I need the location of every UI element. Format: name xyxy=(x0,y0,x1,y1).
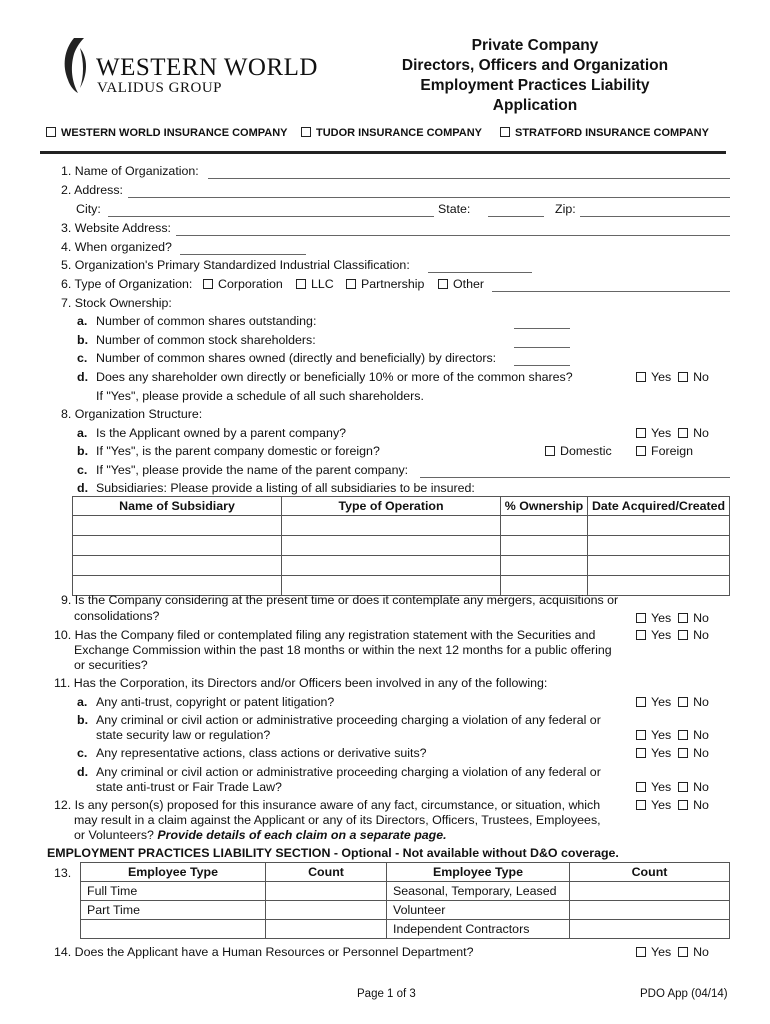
form-code: PDO App (04/14) xyxy=(640,988,728,1000)
director-shares-field[interactable] xyxy=(514,365,570,366)
q11b-yes-no xyxy=(636,728,709,742)
no-label: No xyxy=(693,628,709,642)
q14-label: 14. Does the Applicant have a Human Resources or Personnel Department? xyxy=(54,945,474,959)
col-header: % Ownership xyxy=(501,497,588,516)
q11d-line2: state anti-trust or Fair Trade Law? xyxy=(96,780,282,794)
q9-line1: 9. Is the Company considering at the present time or does it contemplate any mergers, acquisitions or xyxy=(61,593,619,607)
option-label: Corporation xyxy=(218,277,283,291)
yes-label: Yes xyxy=(651,945,672,959)
parent-company-field[interactable] xyxy=(420,477,730,478)
table-row xyxy=(81,882,730,901)
q8c-label: If "Yes", please provide the name of the parent company: xyxy=(96,463,409,477)
website-field[interactable] xyxy=(176,235,730,236)
yes-checkbox[interactable] xyxy=(636,800,646,810)
page-number: Page 1 of 3 xyxy=(357,988,416,1000)
no-label: No xyxy=(693,780,709,794)
city-field[interactable] xyxy=(108,216,434,217)
no-checkbox[interactable] xyxy=(678,630,688,640)
organization-name-field[interactable] xyxy=(208,178,730,179)
yes-label: Yes xyxy=(651,370,672,384)
item-letter: b. xyxy=(77,713,89,727)
title-line: Directors, Officers and Organization xyxy=(401,57,669,74)
org-type-partnership[interactable] xyxy=(346,277,424,291)
q10-line2: Exchange Commission within the past 18 months or within the next 12 months for a public offering xyxy=(74,643,612,657)
col-header: Count xyxy=(570,863,730,882)
item-letter: c. xyxy=(77,463,88,477)
option-label: Partnership xyxy=(361,277,425,291)
yes-checkbox[interactable] xyxy=(636,428,646,438)
yes-label: Yes xyxy=(651,426,672,440)
count-cell[interactable] xyxy=(570,920,730,939)
shares-outstanding-field[interactable] xyxy=(514,328,570,329)
checkbox[interactable] xyxy=(203,279,213,289)
count-cell[interactable] xyxy=(266,920,387,939)
q12-line2: may result in a claim against the Applicant or any of its Directors, Officers, Trustees, Employees, xyxy=(74,813,601,827)
col-header: Name of Subsidiary xyxy=(73,497,282,516)
title-line: Private Company xyxy=(471,37,599,54)
q8a-label: Is the Applicant owned by a parent company? xyxy=(96,426,347,440)
q12-text: or Volunteers? xyxy=(74,828,154,842)
q7d-yes-no xyxy=(636,370,709,384)
state-label: State: xyxy=(438,202,471,216)
no-checkbox[interactable] xyxy=(678,947,688,957)
checkbox[interactable] xyxy=(500,127,510,137)
q8b-label: If "Yes", is the parent company domestic or foreign? xyxy=(96,444,380,458)
yes-checkbox[interactable] xyxy=(636,613,646,623)
col-header: Employee Type xyxy=(81,863,266,882)
logo-mark-icon xyxy=(60,36,90,94)
q11b-line2: state security law or regulation? xyxy=(96,728,271,742)
form-title xyxy=(380,36,690,116)
q11d-line1: Any criminal or civil action or administrative proceeding charging a violation of any federal or xyxy=(96,765,601,779)
no-checkbox[interactable] xyxy=(678,428,688,438)
q11c-yes-no xyxy=(636,746,709,760)
checkbox[interactable] xyxy=(636,446,646,456)
employee-type-cell: Full Time xyxy=(81,882,266,901)
no-checkbox[interactable] xyxy=(678,730,688,740)
employee-type-cell: Part Time xyxy=(81,901,266,920)
yes-checkbox[interactable] xyxy=(636,947,646,957)
q1-label: 1. Name of Organization: xyxy=(61,164,199,178)
no-label: No xyxy=(693,798,709,812)
col-header: Count xyxy=(266,863,387,882)
item-letter: b. xyxy=(77,444,89,458)
title-line: Employment Practices Liability xyxy=(420,77,650,94)
q11c-label: Any representative actions, class actions or derivative suits? xyxy=(96,746,427,760)
yes-label: Yes xyxy=(651,798,672,812)
org-type-llc[interactable] xyxy=(296,277,334,291)
no-checkbox[interactable] xyxy=(678,800,688,810)
epl-section-heading: EMPLOYMENT PRACTICES LIABILITY SECTION - Optional - Not available without D&O coverage. xyxy=(47,846,619,860)
table-row xyxy=(73,536,730,556)
city-label: City: xyxy=(76,202,101,216)
yes-checkbox[interactable] xyxy=(636,748,646,758)
col-header: Type of Operation xyxy=(282,497,501,516)
count-cell[interactable] xyxy=(266,901,387,920)
yes-checkbox[interactable] xyxy=(636,630,646,640)
zip-field[interactable] xyxy=(580,216,730,217)
shareholders-field[interactable] xyxy=(514,347,570,348)
logo-sub: VALIDUS GROUP xyxy=(97,80,222,96)
title-line: Application xyxy=(492,97,578,114)
q7b-label: Number of common stock shareholders: xyxy=(96,333,316,347)
q11a-label: Any anti-trust, copyright or patent litigation? xyxy=(96,695,335,709)
q4-label: 4. When organized? xyxy=(61,240,172,254)
checkbox[interactable] xyxy=(301,127,311,137)
checkbox[interactable] xyxy=(545,446,555,456)
table-row xyxy=(73,556,730,576)
item-letter: a. xyxy=(77,695,88,709)
q9-yes-no xyxy=(636,611,709,625)
yes-label: Yes xyxy=(651,728,672,742)
checkbox[interactable] xyxy=(438,279,448,289)
company-label: STRATFORD INSURANCE COMPANY xyxy=(515,127,709,139)
q12-line1: 12. Is any person(s) proposed for this insurance aware of any fact, circumstance, or situation, which xyxy=(54,798,601,812)
table-row xyxy=(73,516,730,536)
count-cell[interactable] xyxy=(570,882,730,901)
col-header: Date Acquired/Created xyxy=(588,497,730,516)
col-header: Employee Type xyxy=(387,863,570,882)
yes-checkbox[interactable] xyxy=(636,372,646,382)
q5-label: 5. Organization's Primary Standardized Industrial Classification: xyxy=(61,258,410,272)
yes-label: Yes xyxy=(651,746,672,760)
q13-label: 13. xyxy=(54,866,72,880)
domestic-option[interactable] xyxy=(545,444,612,458)
item-letter: d. xyxy=(77,765,89,779)
yes-checkbox[interactable] xyxy=(636,730,646,740)
checkbox[interactable] xyxy=(346,279,356,289)
q7a-label: Number of common shares outstanding: xyxy=(96,314,317,328)
zip-label: Zip: xyxy=(555,202,576,216)
no-label: No xyxy=(693,611,709,625)
no-label: No xyxy=(693,746,709,760)
table-row xyxy=(81,920,730,939)
q8a-yes-no xyxy=(636,426,709,440)
q7d-label: Does any shareholder own directly or beneficially 10% or more of the common shares? xyxy=(96,370,573,384)
q12-yes-no xyxy=(636,798,709,812)
no-checkbox[interactable] xyxy=(678,372,688,382)
yes-label: Yes xyxy=(651,628,672,642)
item-letter: d. xyxy=(77,481,89,495)
q12-instruction: Provide details of each claim on a separate page. xyxy=(157,828,447,842)
yes-label: Yes xyxy=(651,695,672,709)
option-label: Domestic xyxy=(560,444,612,458)
no-checkbox[interactable] xyxy=(678,748,688,758)
q7c-label: Number of common shares owned (directly and beneficially) by directors: xyxy=(96,351,497,365)
org-type-corporation[interactable] xyxy=(203,277,283,291)
item-letter: a. xyxy=(77,426,88,440)
employee-type-cell[interactable] xyxy=(81,920,266,939)
no-label: No xyxy=(693,945,709,959)
item-letter: c. xyxy=(77,351,88,365)
no-checkbox[interactable] xyxy=(678,613,688,623)
q12-line3 xyxy=(74,828,447,842)
yes-label: Yes xyxy=(651,611,672,625)
company-option-tudor[interactable] xyxy=(301,127,482,139)
checkbox[interactable] xyxy=(46,127,56,137)
company-label: TUDOR INSURANCE COMPANY xyxy=(316,127,483,139)
checkbox[interactable] xyxy=(296,279,306,289)
yes-checkbox[interactable] xyxy=(636,697,646,707)
no-label: No xyxy=(693,728,709,742)
employee-type-cell: Seasonal, Temporary, Leased xyxy=(387,882,570,901)
company-label: WESTERN WORLD INSURANCE COMPANY xyxy=(61,127,288,139)
q11a-yes-no xyxy=(636,695,709,709)
q11-label: 11. Has the Corporation, its Directors and/or Officers been involved in any of the following: xyxy=(54,676,548,690)
address-field[interactable] xyxy=(128,197,730,198)
option-label: LLC xyxy=(311,277,334,291)
item-letter: a. xyxy=(77,314,88,328)
no-checkbox[interactable] xyxy=(678,697,688,707)
employee-type-cell: Independent Contractors xyxy=(387,920,570,939)
no-label: No xyxy=(693,695,709,709)
q8d-label: Subsidiaries: Please provide a listing of all subsidiaries to be insured: xyxy=(96,481,475,495)
company-option-stratford[interactable] xyxy=(500,127,709,139)
q3-label: 3. Website Address: xyxy=(61,221,171,235)
yes-checkbox[interactable] xyxy=(636,782,646,792)
item-letter: c. xyxy=(77,746,88,760)
q11d-yes-no xyxy=(636,780,709,794)
header-divider xyxy=(40,151,726,154)
item-letter: d. xyxy=(77,370,89,384)
org-type-other-field[interactable] xyxy=(492,291,730,292)
no-label: No xyxy=(693,370,709,384)
org-type-other[interactable] xyxy=(438,277,484,291)
logo-name: WESTERN WORLD xyxy=(96,54,318,81)
subsidiary-table xyxy=(72,496,730,596)
count-cell[interactable] xyxy=(266,882,387,901)
sic-field[interactable] xyxy=(428,272,532,273)
q8-label: 8. Organization Structure: xyxy=(61,407,203,421)
q7-label: 7. Stock Ownership: xyxy=(61,296,172,310)
table-row xyxy=(81,901,730,920)
option-label: Foreign xyxy=(651,444,694,458)
organized-date-field[interactable] xyxy=(180,254,306,255)
q11b-line1: Any criminal or civil action or administrative proceeding charging a violation of any federal or xyxy=(96,713,601,727)
employee-type-cell: Volunteer xyxy=(387,901,570,920)
no-label: No xyxy=(693,426,709,440)
q7d-note: If "Yes", please provide a schedule of all such shareholders. xyxy=(96,389,424,403)
state-field[interactable] xyxy=(488,216,544,217)
employee-table xyxy=(80,862,730,939)
q10-line3: or securities? xyxy=(74,658,148,672)
q2-label: 2. Address: xyxy=(61,183,123,197)
q14-yes-no xyxy=(636,945,709,959)
foreign-option[interactable] xyxy=(636,444,693,458)
count-cell[interactable] xyxy=(570,901,730,920)
yes-label: Yes xyxy=(651,780,672,794)
q10-line1: 10. Has the Company filed or contemplated filing any registration statement with the Securities and xyxy=(54,628,596,642)
option-label: Other xyxy=(453,277,484,291)
item-letter: b. xyxy=(77,333,89,347)
q9-line2: consolidations? xyxy=(74,609,160,623)
no-checkbox[interactable] xyxy=(678,782,688,792)
q10-yes-no xyxy=(636,628,709,642)
q6-label: 6. Type of Organization: xyxy=(61,277,193,291)
company-option-western[interactable] xyxy=(46,127,288,139)
